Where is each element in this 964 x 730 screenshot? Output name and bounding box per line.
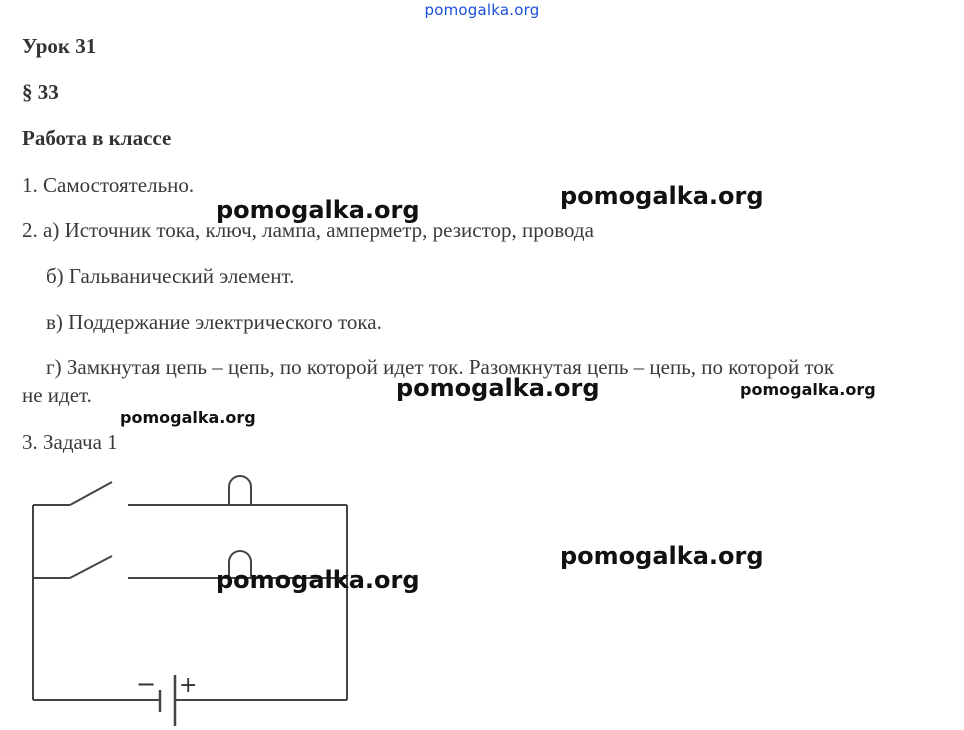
top-watermark[interactable]: pomogalka.org <box>424 1 540 19</box>
answer-2d-line2: не идет. <box>22 383 92 407</box>
section-heading: Работа в классе <box>22 126 172 150</box>
lamp-top <box>229 476 251 505</box>
switch-bottom <box>70 556 112 578</box>
watermark-5[interactable]: pomogalka.org <box>120 408 256 427</box>
paragraph-number: § 33 <box>22 80 59 104</box>
plus-sign: + <box>179 673 198 698</box>
watermark-7[interactable]: pomogalka.org <box>216 566 420 594</box>
switch-top <box>70 482 112 505</box>
watermark-6[interactable]: pomogalka.org <box>560 542 764 570</box>
watermark-1[interactable]: pomogalka.org <box>216 196 420 224</box>
watermark-3[interactable]: pomogalka.org <box>396 374 600 402</box>
watermark-4[interactable]: pomogalka.org <box>740 380 876 399</box>
answer-2d-line1: г) Замкнутая цепь – цепь, по которой идет ток. Разомкнутая цепь – цепь, по которой ток <box>46 355 835 379</box>
answer-2a: 2. а) Источник тока, ключ, лампа, амперметр, резистор, провода <box>22 218 594 242</box>
watermark-2[interactable]: pomogalka.org <box>560 182 764 210</box>
answer-2b: б) Гальванический элемент. <box>46 264 295 288</box>
answer-3: 3. Задача 1 <box>22 430 118 454</box>
answer-1: 1. Самостоятельно. <box>22 173 195 197</box>
lesson-title: Урок 31 <box>22 34 97 58</box>
minus-sign: − <box>136 670 157 698</box>
answer-2c: в) Поддержание электрического тока. <box>46 310 382 334</box>
